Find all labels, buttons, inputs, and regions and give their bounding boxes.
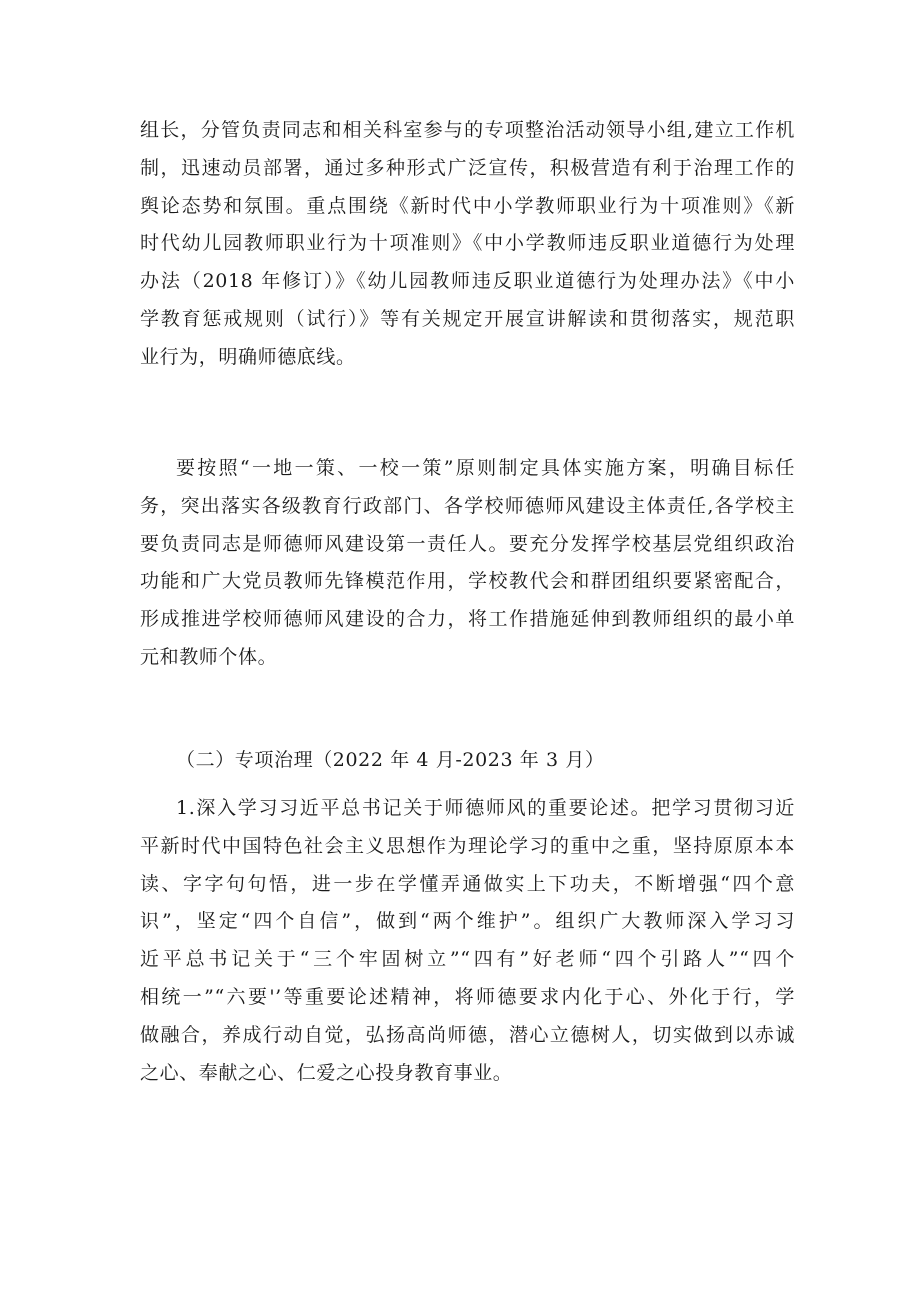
paragraph-line: 平新时代中国特色社会主义思想作为理论学习的重中之重，坚持原原本本: [140, 834, 795, 857]
paragraph-line: 1.深入学习习近平总书记关于师德师风的重要论述。把学习贯彻习近: [176, 797, 795, 819]
paragraph-line: 组长，分管负责同志和相关科室参与的专项整治活动领导小组,建立工作机: [140, 119, 795, 141]
paragraph-line: 时代幼儿园教师职业行为十项准则》《中小学教师违反职业道德行为处理: [140, 232, 795, 255]
paragraph-1: [140, 112, 795, 377]
paragraph-line: 办法（2018 年修订）》《幼儿园教师违反职业道德行为处理办法》《中小: [140, 270, 795, 293]
paragraph-3: [140, 790, 795, 1092]
paragraph-line: 要按照“一地一策、一校一策”原则制定具体实施方案，明确目标任: [176, 457, 795, 479]
paragraph-line: 业行为，明确师德底线。: [140, 345, 356, 368]
section-heading: [140, 742, 795, 780]
paragraph-line: 近平总书记关于“三个牢固树立”“四有”好老师“四个引路人”“四个: [140, 948, 795, 971]
paragraph-line: 元和教师个体。: [140, 645, 278, 668]
paragraph-line: 功能和广大党员教师先锋模范作用，学校教代会和群团组织要紧密配合，: [140, 570, 795, 593]
paragraph-line: 学教育惩戒规则（试行）》等有关规定开展宣讲解读和贯彻落实，规范职: [140, 307, 795, 330]
paragraph-line: 形成推进学校师德师风建设的合力，将工作措施延伸到教师组织的最小单: [140, 608, 795, 631]
paragraph-line: 识”，坚定“四个自信”，做到“两个维护”。组织广大教师深入学习习: [140, 910, 795, 933]
paragraph-line: 之心、奉献之心、仁爱之心投身教育事业。: [140, 1061, 513, 1084]
paragraph-2: [140, 450, 795, 677]
paragraph-line: 舆论态势和氛围。重点围绕《新时代中小学教师职业行为十项准则》《新: [140, 194, 795, 217]
paragraph-line: 务，突出落实各级教育行政部门、各学校师德师风建设主体责任,各学校主: [140, 494, 795, 517]
paragraph-line: 相统一”“六要'’等重要论述精神，将师德要求内化于心、外化于行，学: [140, 985, 795, 1008]
section-heading-text: （二）专项治理（2022 年 4 月-2023 年 3 月）: [176, 749, 605, 771]
paragraph-line: 要负责同志是师德师风建设第一责任人。要充分发挥学校基层党组织政治: [140, 532, 795, 555]
paragraph-line: 读、字字句句悟，进一步在学懂弄通做实上下功夫，不断增强“四个意: [140, 872, 795, 895]
paragraph-line: 制，迅速动员部署，通过多种形式广泛宣传，积极营造有利于治理工作的: [140, 156, 795, 179]
paragraph-line: 做融合，养成行动自觉，弘扬高尚师德，潜心立德树人，切实做到以赤诚: [140, 1023, 795, 1046]
